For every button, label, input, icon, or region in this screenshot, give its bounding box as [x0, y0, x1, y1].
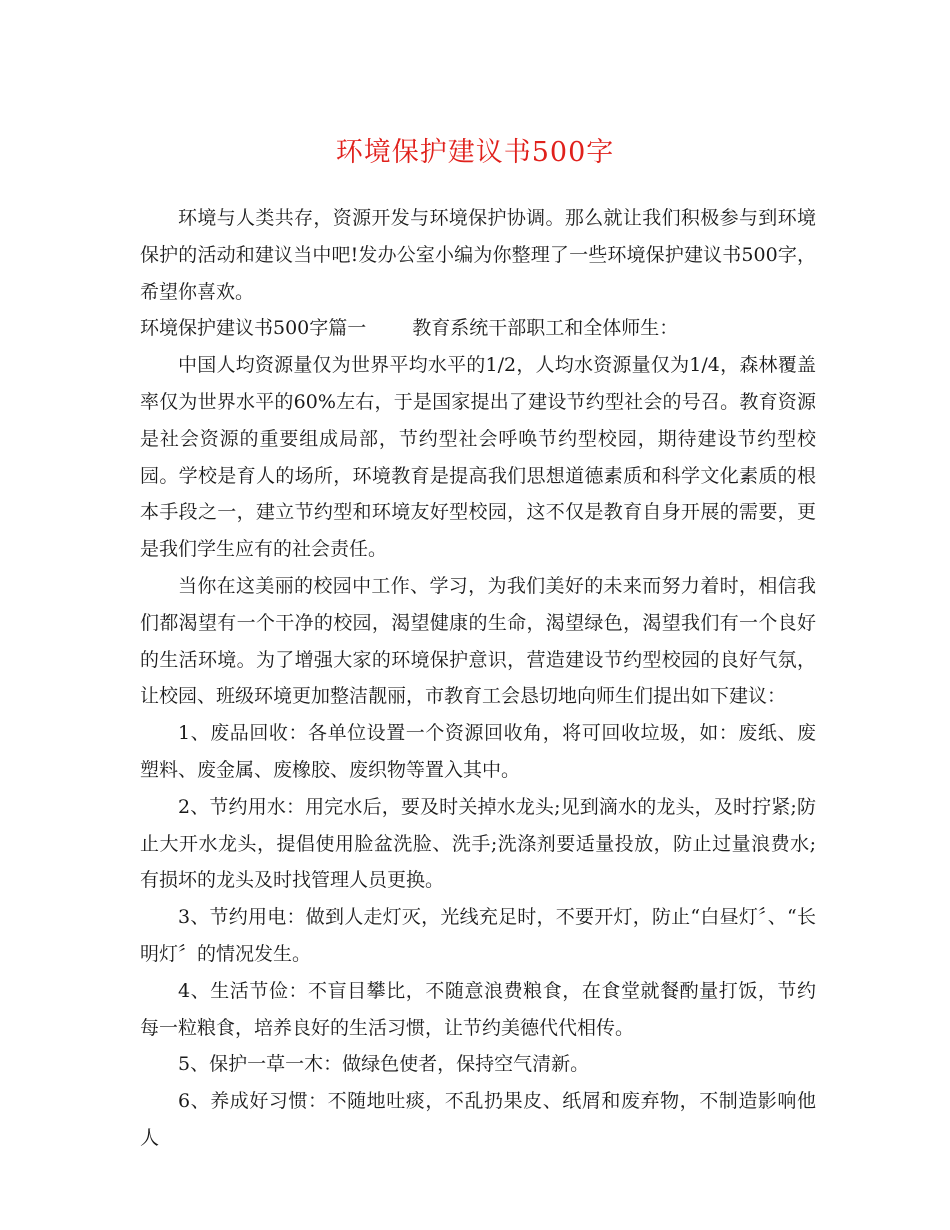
suggestion-item: 3、节约用电：做到人走灯灭，光线充足时，不要开灯，防止“白昼灯〞、“长明灯〞的情况发生。 [140, 906, 816, 965]
body-paragraph: 当你在这美丽的校园中工作、学习，为我们美好的未来而努力着时，相信我们都渴望有一个干净的校园，渴望健康的生命，渴望绿色，渴望我们有一个良好的生活环境。为了增强大家的环境保护意识，营造建设节约型校园的良好气氛，让校园、班级环境更加整洁靓丽，市教育工会恳切地向师生们提出如下建议： [140, 574, 816, 708]
suggestion-item: 4、生活节俭：不盲目攀比，不随意浪费粮食，在食堂就餐酌量打饭，节约每一粒粮食，培养良好的生活习惯，让节约美德代代相传。 [140, 979, 816, 1039]
intro-paragraph: 环境与人类共存，资源开发与环境保护协调。那么就让我们积极参与到环境保护的活动和建议当中吧!发办公室小编为你整理了一些环境保护建议书500字，希望你喜欢。 [140, 207, 816, 303]
document-body [140, 200, 816, 1157]
suggestion-item: 6、养成好习惯：不随地吐痰，不乱扔果皮、纸屑和废弃物，不制造影响他人 [140, 1090, 816, 1149]
suggestion-item: 5、保护一草一木：做绿色使者，保持空气清新。 [178, 1053, 590, 1076]
suggestion-item: 1、废品回收：各单位设置一个资源回收角，将可回收垃圾，如：废纸、废塑料、废金属、废橡胶、废织物等置入其中。 [140, 722, 816, 781]
section-title: 环境保护建议书500字篇一 [140, 317, 367, 340]
body-paragraph: 中国人均资源量仅为世界平均水平的1/2，人均水资源量仅为1/4，森林覆盖率仅为世界水平的60%左右，于是国家提出了建设节约型社会的号召。教育资源是社会资源的重要组成局部，节约型社会呼唤节约型校园，期待建设节约型校园。学校是育人的场所，环境教育是提高我们思想道德素质和科学文化素质的根本手段之一，建立节约型和环境友好型校园，这不仅是教育自身开展的需要，更是我们学生应有的社会责任。 [140, 354, 816, 561]
section-heading [140, 310, 816, 347]
salutation: 教育系统干部职工和全体师生： [412, 317, 679, 340]
document-title: 环境保护建议书500字 [335, 137, 615, 168]
suggestion-item: 2、节约用水：用完水后，要及时关掉水龙头;见到滴水的龙头，及时拧紧;防止大开水龙头，提倡使用脸盆洗脸、洗手;洗涤剂要适量投放，防止过量浪费水;有损坏的龙头及时找管理人员更换。 [140, 795, 816, 892]
